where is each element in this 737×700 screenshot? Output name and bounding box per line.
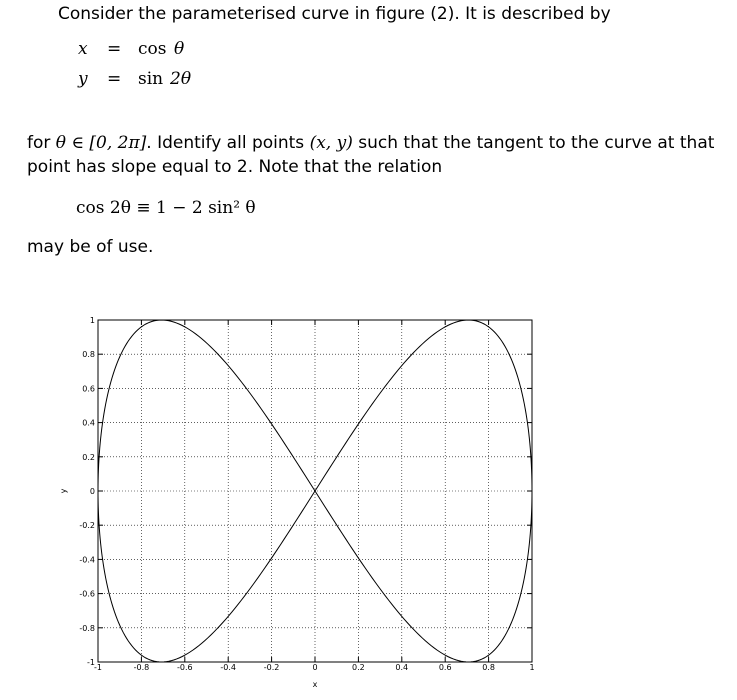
y-tick-label: 0.2 <box>82 452 95 462</box>
x-tick-label: -0.2 <box>263 663 280 672</box>
y-tick-label: -0.4 <box>79 555 95 565</box>
equation-y-lhs: y <box>78 69 88 89</box>
question-tangent: such that the tangent to the curve at that <box>358 133 715 153</box>
x-tick-label: 1 <box>529 663 535 672</box>
x-axis-label: x <box>312 680 318 689</box>
y-tick-label: 0.6 <box>82 384 95 394</box>
y-tick-label: 1 <box>89 316 95 325</box>
x-tick-label: 0 <box>312 663 318 672</box>
identity-lhs: cos 2θ <box>76 198 131 218</box>
x-tick-label: 0.4 <box>395 663 409 672</box>
y-axis-label: y <box>59 488 68 494</box>
x-tick-label: 0.2 <box>352 663 365 672</box>
y-tick-label: -0.6 <box>79 589 95 599</box>
x-tick-label: -0.6 <box>176 663 193 672</box>
equation-y-fn: sin <box>138 69 164 89</box>
intro-sentence: Consider the parameterised curve in figure (2). It is described by <box>58 4 611 24</box>
equation-x-arg: θ <box>174 39 185 59</box>
question-line-2-text: point has slope equal to 2. Note that the relation <box>27 157 443 177</box>
x-tick-label: 0.8 <box>482 663 495 672</box>
equation-x-lhs: x <box>78 39 88 59</box>
y-tick-label: -0.2 <box>79 521 95 531</box>
equation-x-fn: cos <box>138 39 167 59</box>
question-domain: θ ∈ [0, 2π] <box>55 133 147 153</box>
x-tick-labels <box>94 663 535 672</box>
x-tick-label: -0.4 <box>220 663 237 672</box>
y-tick-label: -0.8 <box>79 623 95 633</box>
closing-sentence: may be of use. <box>27 237 154 257</box>
y-tick-label: 0.8 <box>82 350 95 360</box>
equation-x-rel: = <box>107 39 122 59</box>
x-tick-label: -0.8 <box>133 663 150 672</box>
y-tick-label: 0 <box>89 487 95 496</box>
question-for: for <box>27 133 51 153</box>
y-tick-label: 0.4 <box>82 418 95 428</box>
identity-rel: ≡ <box>136 198 151 218</box>
identity-rhs: 1 − 2 sin² θ <box>156 198 256 218</box>
x-tick-label: 0.6 <box>438 663 452 672</box>
equation-y-rel: = <box>107 69 122 89</box>
x-tick-label: -1 <box>94 663 102 672</box>
equation-y-arg: 2θ <box>170 69 192 89</box>
question-identify: . Identify all points <box>146 133 305 153</box>
y-tick-label: -1 <box>87 658 95 667</box>
question-point: (x, y) <box>309 133 353 153</box>
y-tick-labels <box>79 316 95 667</box>
